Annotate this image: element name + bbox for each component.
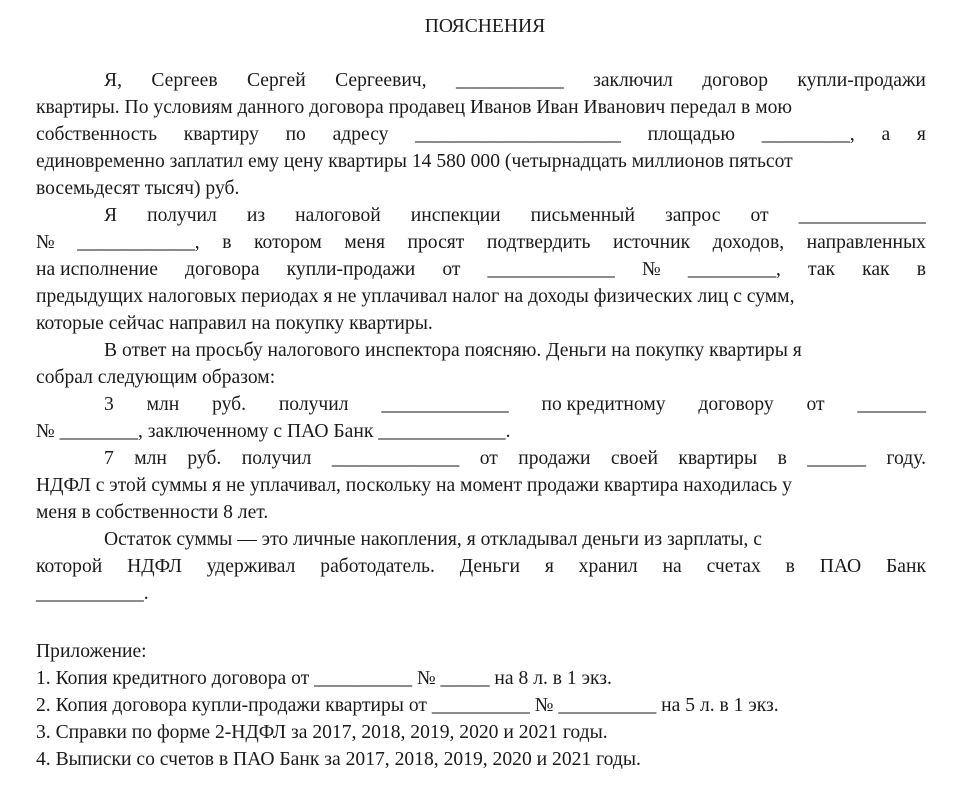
blank-field: _____________ [331, 448, 460, 469]
blank-field: _____________ [381, 394, 509, 415]
document-title: ПОЯСНЕНИЯ [424, 16, 546, 37]
p2-line-2: № ____________, в котором меня просят подтвердить источник доходов, направленных [36, 229, 926, 256]
blank-field: _____________ [798, 205, 926, 226]
blank-field: _________, [761, 124, 855, 145]
blank-field: ______ [807, 448, 867, 469]
appendix-item: 3. Справки по форме 2-НДФЛ за 2017, 2018, 2019, 2020 и 2021 годы. [36, 722, 608, 743]
blank-field: ___________ [455, 70, 564, 91]
blank-field: _______ [857, 394, 926, 415]
blank-field: _____________________ [415, 124, 621, 145]
appendix-item: 4. Выписки со счетов в ПАО Банк за 2017, 2018, 2019, 2020 и 2021 годы. [36, 749, 641, 770]
p6-line-3: ___________. [36, 583, 149, 604]
p1-line-5: восемьдесят тысяч) руб. [36, 178, 240, 199]
document-body [36, 67, 926, 607]
paragraph-request [36, 202, 926, 337]
p6-line-1: Остаток суммы — это личные накопления, я откладывал деньги из зарплаты, с [104, 529, 762, 550]
appendix-item: 1. Копия кредитного договора от __________ № _____ на 8 л. в 1 экз. [36, 668, 612, 689]
p4-line-2: № ________, заключенному с ПАО Банк _____________. [36, 421, 511, 442]
p1-line-4: единовременно заплатил ему цену квартиры 14 580 000 (четырнадцать миллионов пятьсот [36, 151, 793, 172]
paragraph-explanation [36, 337, 926, 391]
appendix [36, 638, 936, 773]
appendix-item: 2. Копия договора купли-продажи квартиры от __________ № __________ на 5 л. в 1 экз. [36, 695, 779, 716]
p2-line-4: предыдущих налоговых периодах я не уплачивал налог на доходы физических лиц с сумм, [36, 286, 795, 307]
p3-line-1: В ответ на просьбу налогового инспектора поясняю. Деньги на покупку квартиры я [104, 340, 802, 361]
p1-line-1: Я, Сергеев Сергей Сергеевич, ___________ заключил договор купли-продажи [36, 67, 926, 94]
p6-line-2: которой НДФЛ удерживал работодатель. Деньги я хранил на счетах в ПАО Банк [36, 556, 926, 577]
blank-field: _____________ [487, 259, 615, 280]
paragraph-sale [36, 445, 926, 526]
p4-line-1: 3 млн руб. получил _____________ по кредитному договору от _______ [36, 391, 926, 418]
paragraph-savings [36, 526, 926, 607]
p5-line-3: меня в собственности 8 лет. [36, 502, 269, 523]
p1-line-2: квартиры. По условиям данного договора продавец Иванов Иван Иванович передал в мою [36, 97, 793, 118]
paragraph-contract [36, 67, 926, 202]
blank-field: _________, [687, 259, 781, 280]
p2-line-1: Я получил из налоговой инспекции письменный запрос от _____________ [36, 202, 926, 229]
p1-line-3: собственность квартиру по адресу _____________________ площадью _________, а я [36, 121, 926, 148]
p5-line-2: НДФЛ с этой суммы я не уплачивал, поскольку на момент продажи квартира находилась у [36, 475, 792, 496]
paragraph-loan [36, 391, 926, 445]
p5-line-1: 7 млн руб. получил _____________ от продажи своей квартиры в ______ году. [36, 445, 926, 472]
appendix-heading: Приложение: [36, 641, 147, 662]
p3-line-2: собрал следующим образом: [36, 367, 276, 388]
blank-field: ____________, [77, 232, 200, 253]
p2-line-3: на исполнение договора купли-продажи от _____________ № _________, так как в [36, 256, 926, 283]
p2-line-5: которые сейчас направил на покупку квартиры. [36, 313, 433, 334]
